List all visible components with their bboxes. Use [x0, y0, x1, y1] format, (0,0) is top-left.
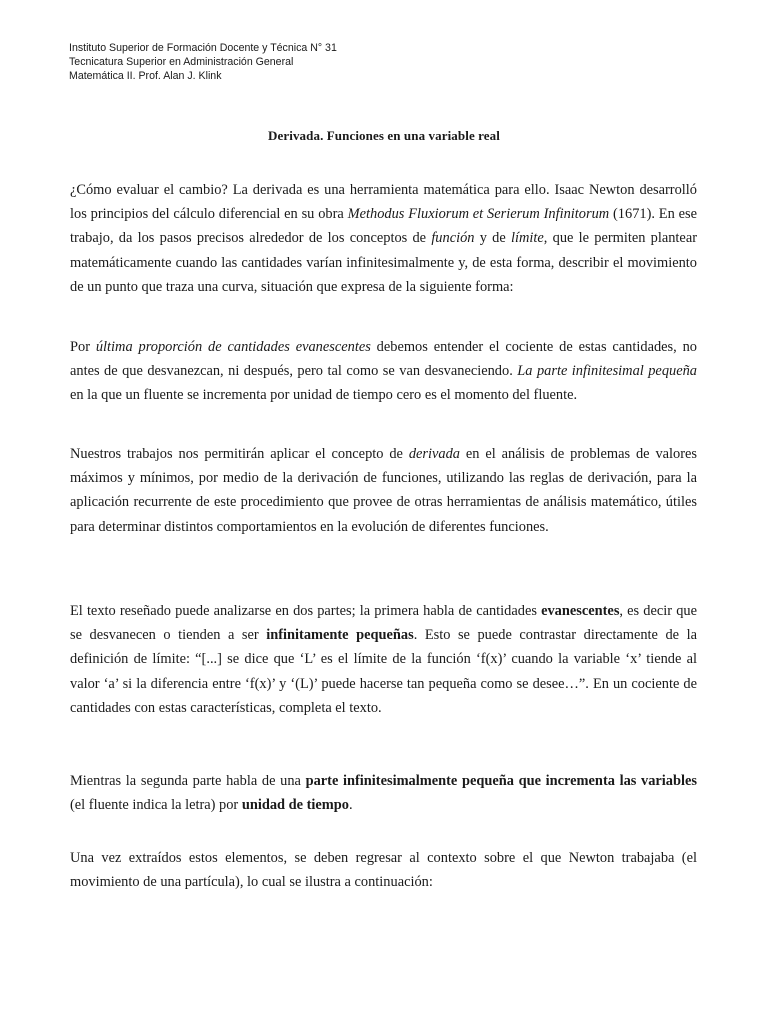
text-run: Por	[70, 339, 96, 355]
text-run: (1671). En ese trabajo, da los pasos precisos alrededor de los conceptos de	[70, 206, 697, 247]
text-run: Mientras la segunda parte habla de una	[70, 773, 306, 789]
text-run: ¿Cómo evaluar el cambio? La derivada es una herramienta matemática para ello. Isaac Newton desarrolló los principios del cálculo diferencial en su obra	[70, 182, 697, 223]
header-program: Tecnicatura Superior en Administración General	[69, 55, 294, 68]
text-run: El texto reseñado puede analizarse en dos partes; la primera habla de cantidades	[70, 603, 542, 619]
emphasis-text: La parte infinitesimal pequeña	[517, 363, 697, 380]
text-run: debemos entender el cociente de estas cantidades, no antes de que desvanezcan, ni después, pero tal como se van desvaneciendo.	[70, 339, 697, 380]
text-run: y de	[474, 230, 511, 247]
paragraph-context	[70, 846, 697, 894]
text-run: (el fluente indica la letra) por	[70, 797, 242, 814]
text-run: .	[348, 797, 353, 814]
text-run: en la que un fluente se incrementa por unidad de tiempo cero es el momento del fluente.	[70, 387, 578, 404]
header-institution: Instituto Superior de Formación Docente y Técnica N° 31	[69, 42, 337, 54]
bold-term: parte infinitesimalmente pequeña que incrementa las variables	[305, 773, 697, 789]
term-derivada: derivada	[408, 446, 460, 462]
paragraph-analysis	[70, 599, 697, 720]
text-run: . Esto se puede contrastar directamente de la definición de límite: “[...] se dice que ‘L’ es el límite de la función ‘f(x)’ cuando la variable ‘x’ tiende al valor ‘a’ si la diferencia entre ‘f(x)’ y ‘(L)’ puede hacerse tan pequeña como se desee…”. En un cociente de cantidades con estas características, completa el texto.	[70, 627, 697, 716]
text-run: , que le permiten plantear matemáticamente cuando las cantidades varían infinitesimalmente y, de esta forma, describir el movimiento de un punto que traza una curva, situación que expresa de la siguiente forma:	[70, 230, 697, 295]
text-run: Una vez extraídos estos elementos, se deben regresar al contexto sobre el que Newton trabajaba (el movimiento de una partícula), lo cual se ilustra a continuación:	[70, 850, 697, 891]
term-limite: límite	[511, 230, 544, 247]
bold-term: infinitamente pequeñas	[266, 627, 414, 644]
paragraph-intro	[70, 178, 697, 299]
paragraph-second-part	[70, 769, 697, 817]
text-run: Nuestros trabajos nos permitirán aplicar el concepto de	[70, 446, 409, 462]
emphasis-text: última proporción de cantidades evanescentes	[95, 339, 371, 355]
paragraph-newton-quote	[70, 335, 697, 408]
document-title: Derivada. Funciones en una variable real	[268, 128, 500, 143]
term-funcion: función	[431, 230, 475, 247]
text-run: en el análisis de problemas de valores máximos y mínimos, por medio de la derivación de funciones, utilizando las reglas de derivación, para la aplicación recurrente de este procedimiento que provee de otras herramientas de análisis matemático, útiles para determinar distintos comportamientos en la evolución de diferentes funciones.	[70, 446, 698, 535]
work-title: Methodus Fluxiorum et Serierum Infinitorum	[347, 206, 610, 223]
bold-term: unidad de tiempo	[241, 797, 349, 814]
paragraph-objectives	[70, 442, 697, 539]
document-header	[69, 42, 337, 83]
bold-term: evanescentes	[541, 603, 620, 619]
header-course: Matemática II. Prof. Alan J. Klink	[69, 69, 222, 82]
text-run: , es decir que se desvanecen o tienden a ser	[70, 603, 697, 644]
